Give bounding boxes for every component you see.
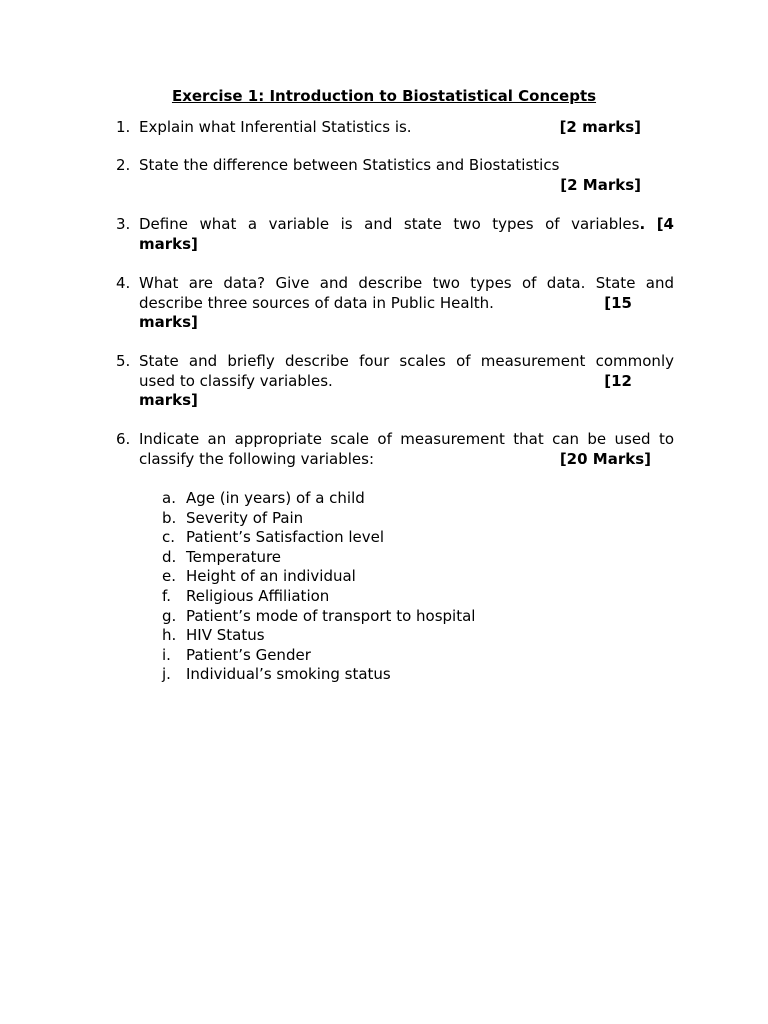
list-item [162,489,582,509]
question-3 [116,215,674,254]
question-marks: [2 marks] [559,118,641,136]
list-item [162,665,582,685]
list-text: Age (in years) of a child [186,489,365,507]
list-letter: b. [162,508,177,527]
list-letter: e. [162,567,176,586]
list-text: Patient’s mode of transport to hospital [186,606,476,625]
question-2 [116,156,674,195]
question-marks: [15 [604,293,632,312]
list-item [162,567,582,587]
list-item [162,607,582,627]
question-marks-cont: marks] [139,313,198,332]
list-letter: h. [162,626,177,645]
question-marks: [4 [656,215,674,233]
list-item [162,626,582,646]
question-marks-cont: marks] [139,234,198,253]
question-number: 2. [116,156,131,174]
list-letter: g. [162,606,177,625]
list-text: Height of an individual [186,567,356,586]
list-item [162,528,582,548]
question-5 [116,352,674,411]
list-text: Patient’s Satisfaction level [186,528,385,547]
question-text: Explain what Inferential Statistics is. [139,118,412,136]
list-item [162,509,582,529]
question-number: 6. [116,430,131,448]
list-item [162,646,582,666]
question-period: . [639,215,646,233]
question-text-line1: What are data? Give and describe two types of data. State and [139,274,674,292]
question-number: 4. [116,274,131,292]
list-text: Religious Affiliation [186,586,330,605]
question-text-line2: classify the following variables: [139,449,375,468]
question-1 [116,118,674,138]
list-text: Temperature [186,547,282,566]
question-number: 3. [116,215,131,233]
question-marks: [20 Marks] [559,449,651,468]
list-text: HIV Status [186,626,265,645]
list-letter: i. [162,645,171,664]
question-4 [116,274,674,333]
list-letter: a. [162,489,176,507]
question-number: 5. [116,352,131,370]
list-letter: f. [162,586,171,605]
question-text-line2: describe three sources of data in Public Health. [139,293,494,312]
list-item [162,548,582,568]
list-text: Severity of Pain [186,508,304,527]
question-number: 1. [116,118,131,136]
question-text-line1: State and briefly describe four scales of measurement commonly [139,352,674,370]
question-text-line2: used to classify variables. [139,371,333,390]
list-letter: j. [162,665,171,684]
question-marks-cont: marks] [139,391,198,410]
question-6 [116,430,674,469]
question-text-line1: Indicate an appropriate scale of measurement that can be used to [139,430,674,448]
question-marks: [2 Marks] [560,175,641,194]
question-marks: [12 [604,371,632,390]
list-text: Individual’s smoking status [186,665,391,684]
variables-list [162,489,582,685]
question-text: Define what a variable is and state two types of variables [139,215,640,233]
page-title: Exercise 1: Introduction to Biostatistical Concepts [171,87,597,105]
question-text: State the difference between Statistics and Biostatistics [139,156,560,174]
list-letter: d. [162,547,177,566]
list-letter: c. [162,528,176,547]
list-item [162,587,582,607]
list-text: Patient’s Gender [186,645,311,664]
